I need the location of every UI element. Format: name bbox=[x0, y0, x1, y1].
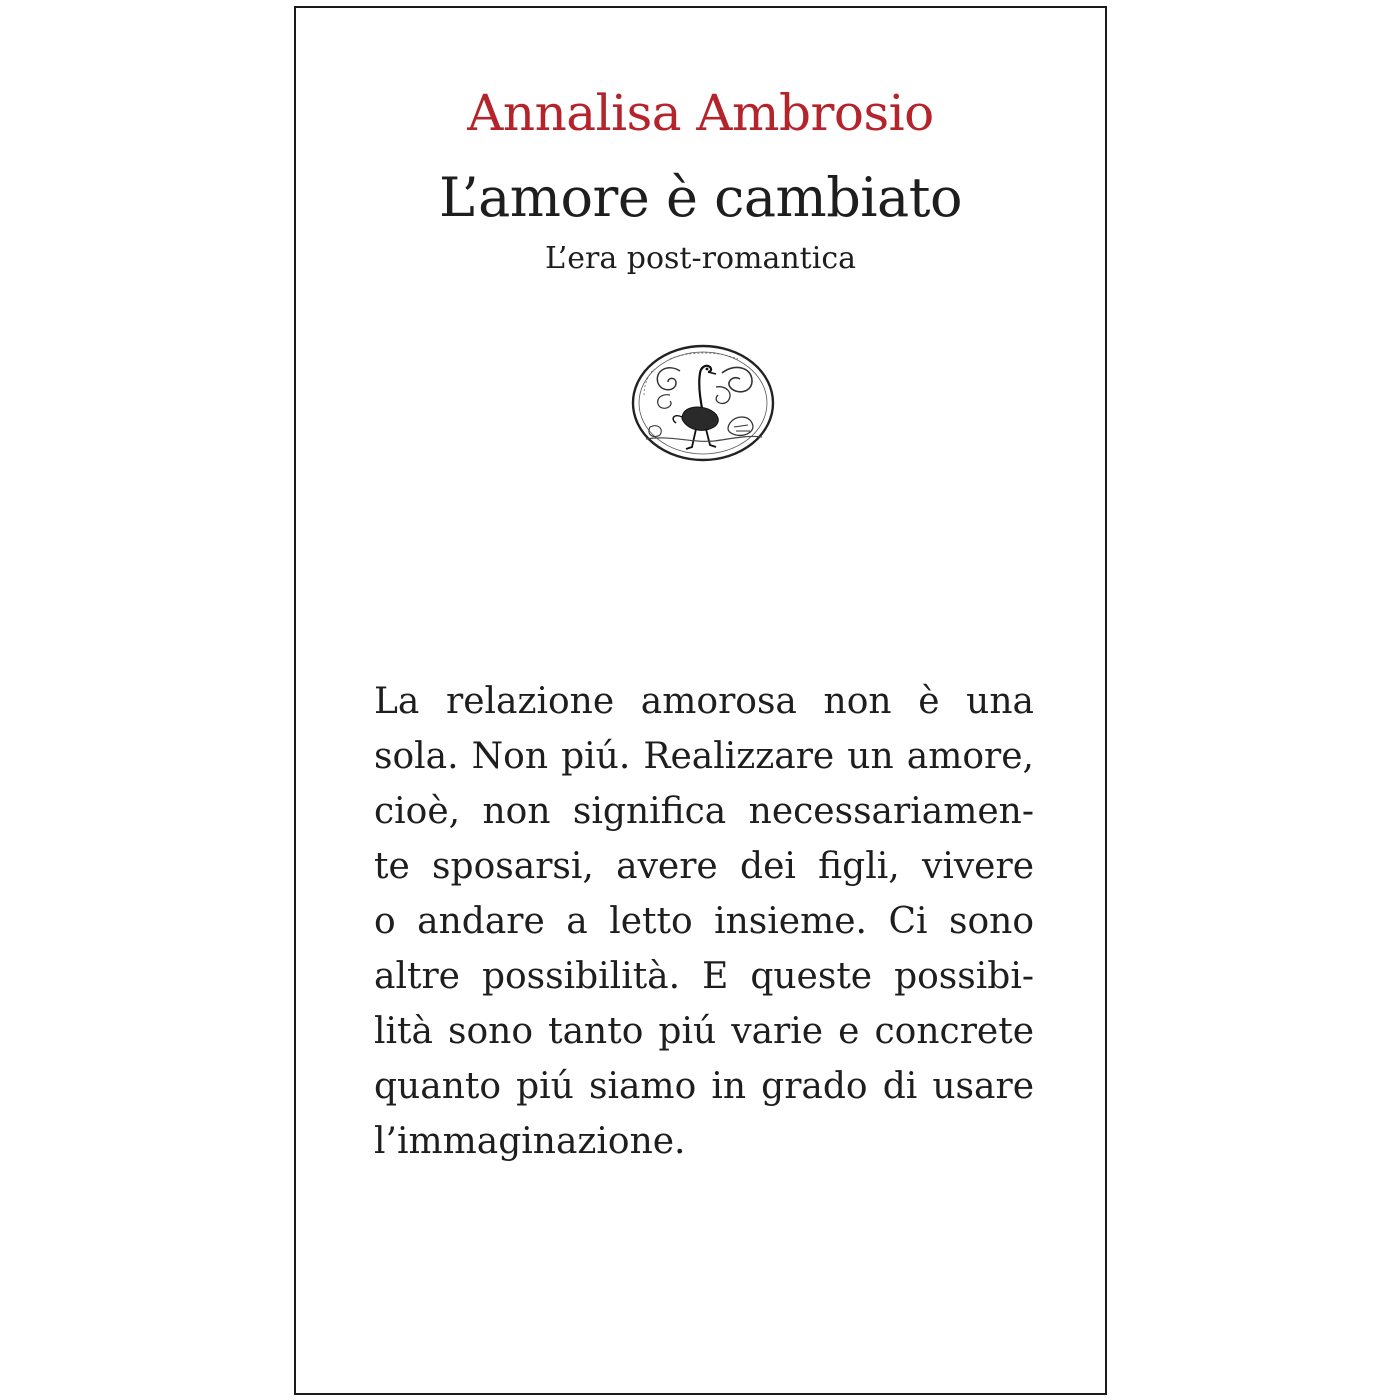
blurb-line: cioè, non significa necessariamen- bbox=[374, 791, 1034, 832]
blurb-line: quanto piú siamo in grado di usare bbox=[374, 1066, 1034, 1107]
author-name: Annalisa Ambrosio bbox=[467, 84, 934, 142]
blurb-text bbox=[374, 674, 1034, 1169]
book-cover bbox=[294, 6, 1107, 1395]
blurb-line: o andare a letto insieme. Ci sono bbox=[374, 901, 1034, 942]
blurb-line: La relazione amorosa non è una bbox=[374, 681, 1034, 722]
ostrich-seal-emblem bbox=[630, 343, 776, 463]
blurb-line: sola. Non piú. Realizzare un amore, bbox=[374, 736, 1034, 777]
blurb-line: altre possibilità. E queste possibi- bbox=[374, 956, 1034, 997]
book-subtitle: L’era post-romantica bbox=[544, 241, 857, 276]
blurb-line: te sposarsi, avere dei figli, vivere bbox=[374, 846, 1034, 887]
blurb-line: lità sono tanto piú varie e concrete bbox=[374, 1011, 1034, 1052]
blurb-line: l’immaginazione. bbox=[374, 1121, 686, 1162]
book-title: L’amore è cambiato bbox=[439, 166, 962, 229]
